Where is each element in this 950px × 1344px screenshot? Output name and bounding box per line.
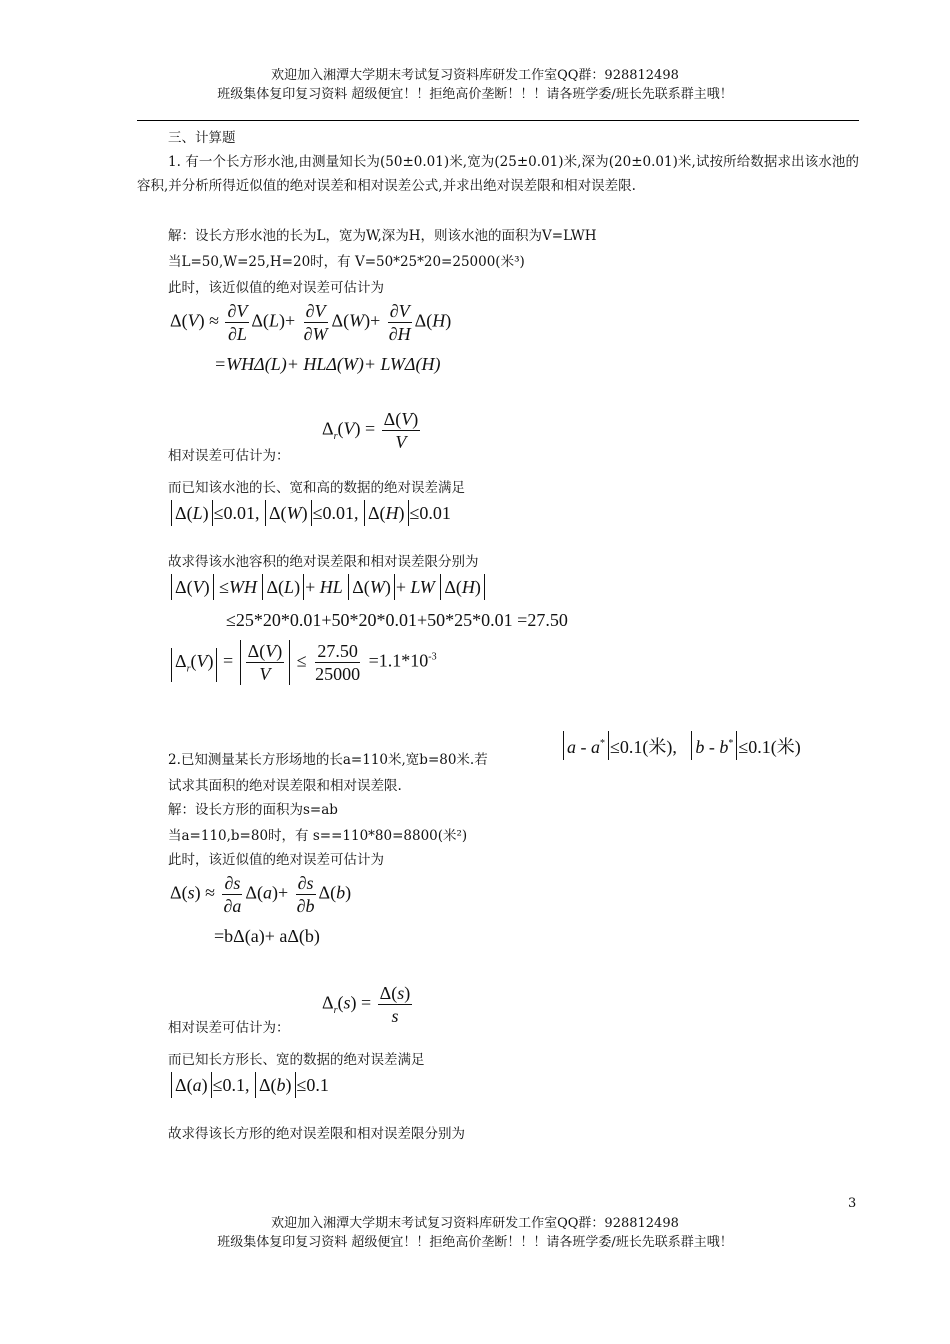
- p1-relative-error-label: 相对误差可估计为：: [168, 448, 290, 464]
- page-header: [0, 66, 950, 104]
- p2-known-text: 而已知长方形长、宽的数据的绝对误差满足: [168, 1052, 425, 1068]
- p2-conditions: a - a* ≤0.1(米), b - b* ≤0.1(米): [562, 731, 801, 760]
- problem-2-statement-2: 试求其面积的绝对误差限和相对误差限.: [168, 778, 402, 794]
- footer-line-1: 欢迎加入湘潭大学期末考试复习资料库研发工作室QQ群：928812498: [271, 1216, 679, 1231]
- header-line-1: 欢迎加入湘潭大学期末考试复习资料库研发工作室QQ群：928812498: [271, 68, 679, 83]
- p2-absolute-error-expanded: =bΔ(a)+ aΔ(b): [214, 926, 320, 946]
- p2-relative-error-label: 相对误差可估计为：: [168, 1020, 290, 1036]
- p1-relative-error-formula: $\Delta_r(V)$ = $\frac{\Delta(V)}{V}$: [322, 409, 419, 452]
- p2-measurement-bounds: Δ(a) ≤0.1, Δ(b) ≤0.1: [170, 1072, 329, 1098]
- p2-solution-line-2: 当a=110,b=80时，有 s==110*80=8800(米²): [168, 828, 468, 844]
- page-footer: [0, 1214, 950, 1252]
- p1-relative-bound: $\Delta_r(V)$ = $\frac{\Delta(V)}{V}$ ≤ $\frac{27.50}{25000}$ $=1.1*10^{-3}$: [170, 640, 437, 685]
- p1-solution-line-3: 此时，该近似值的绝对误差可估计为: [168, 280, 384, 296]
- problem-1-statement: 1. 有一个长方形水池,由测量知长为(50±0.01)米,宽为(25±0.01)米,深为(20±0.01)米,试按所给数据求出该水池的容积,并分析所得近似值的绝对误差和相对误差公式,并求出绝对误差限和相对误差限.: [137, 154, 859, 194]
- footer-line-2: 班级集体复印复习资料 超级便宜！！拒绝高价垄断！！！请各班学委/班长先联系群主哦！: [217, 1235, 733, 1250]
- p1-known-text: 而已知该水池的长、宽和高的数据的绝对误差满足: [168, 480, 465, 496]
- header-line-2: 班级集体复印复习资料 超级便宜！！拒绝高价垄断！！！请各班学委/班长先联系群主哦！: [217, 87, 733, 102]
- problem-2-statement: 2.已知测量某长方形场地的长a=110米,宽b=80米.若: [168, 752, 488, 768]
- p2-solution-line-1: 解：设长方形的面积为s=ab: [168, 802, 338, 818]
- p1-absolute-error-formula: Δ(V) ≈ $\frac{\partial V}{\partial L}$ Δ(L)+ $\frac{\partial V}{\partial W}$ Δ(W)+ $\frac{\partial V}{\partial H}$ Δ(H): [170, 301, 452, 344]
- p1-result-text: 故求得该水池容积的绝对误差限和相对误差限分别为: [168, 554, 479, 570]
- p2-absolute-error-formula: Δ(s) ≈ $\frac{\partial s}{\partial a}$ Δ(a)+ $\frac{\partial s}{\partial b}$ Δ(b): [170, 873, 352, 916]
- section-title: 三、计算题: [168, 130, 236, 146]
- p1-solution-line-1: 解：设长方形水池的长为L，宽为W,深为H，则该水池的面积为V=LWH: [168, 228, 597, 244]
- p1-absolute-error-expanded: =WHΔ(L)+ HLΔ(W)+ LWΔ(H): [214, 354, 441, 374]
- p2-result-text: 故求得该长方形的绝对误差限和相对误差限分别为: [168, 1126, 465, 1142]
- p1-measurement-bounds: Δ(L) ≤0.01, Δ(W) ≤0.01, Δ(H) ≤0.01: [170, 500, 451, 526]
- p2-relative-error-formula: $\Delta_r(s)$ = $\frac{\Delta(s)}{s}$: [322, 983, 411, 1026]
- p1-solution-line-2: 当L=50,W=25,H=20时，有 V=50*25*20=25000(米³): [168, 254, 525, 270]
- p2-solution-line-3: 此时，该近似值的绝对误差可估计为: [168, 852, 384, 868]
- page-number: 3: [848, 1196, 857, 1211]
- p1-absolute-bound-inequality: Δ(V) ≤WH Δ(L) + HL Δ(W) + LW Δ(H): [170, 574, 486, 600]
- p1-absolute-bound-calculation: ≤25*20*0.01+50*20*0.01+50*25*0.01 =27.50: [226, 610, 568, 630]
- header-rule: [137, 120, 859, 121]
